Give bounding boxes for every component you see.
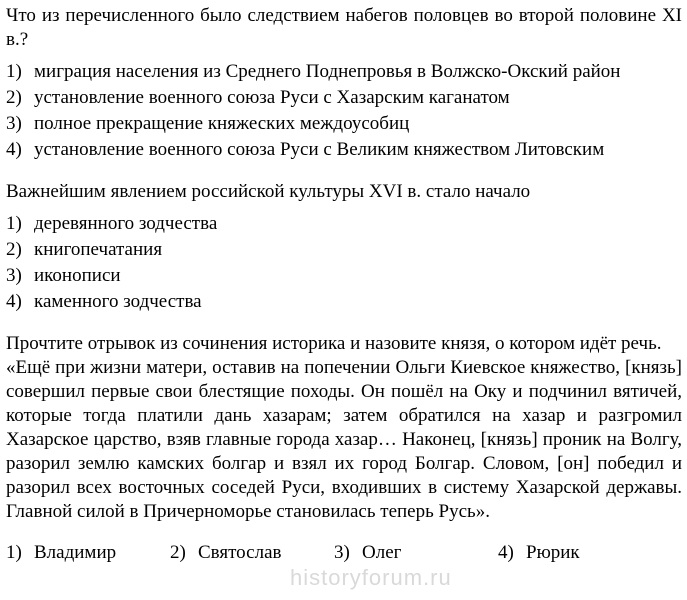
option-text: Олег (362, 542, 402, 563)
question-2-option-3 (6, 263, 682, 289)
option-text: иконописи (34, 265, 121, 286)
option-text: книгопечатания (34, 239, 163, 260)
option-text: деревянного зодчества (34, 213, 218, 234)
question-2-option-1 (6, 211, 682, 237)
option-number: 4) (6, 139, 22, 160)
option-text: Владимир (34, 542, 117, 563)
question-1-option-2 (6, 85, 682, 111)
option-number: 2) (6, 239, 22, 260)
question-3-text: Прочтите отрывок из сочинения историка и назовите князя, о котором идёт речь. (6, 333, 662, 354)
option-number: 2) (170, 542, 186, 563)
question-3-option-4 (498, 541, 662, 565)
question-3-option-3 (334, 541, 498, 565)
question-2-option-2 (6, 237, 682, 263)
question-3-quote: «Ещё при жизни матери, оставив на попечении Ольги Киевское княжество, [князь] совершил первые свои блестящие походы. Он пошёл на Оку и подчинил вятичей, которые тогда платили дань хазарам; затем обратился на хазар и разгромил Хазарское царство, взяв главные города хазар… Наконец, [князь] проник на Волгу, разорил землю камских болгар и взял их город Болгар. Словом, [он] победил и разорил всех восточных соседей Руси, входивших в систему Хазарской державы. Главной силой в Причерноморье становилась теперь Русь». (6, 357, 682, 522)
question-1-text: Что из перечисленного было следствием набегов половцев во второй половине XI в.? (6, 5, 682, 50)
question-1-options (6, 59, 682, 163)
option-number: 1) (6, 542, 22, 563)
option-number: 3) (6, 113, 22, 134)
question-3-options (6, 541, 682, 565)
option-number: 4) (6, 291, 22, 312)
option-text: миграция населения из Среднего Поднепровья в Волжско-Окский район (34, 61, 621, 82)
question-3-option-2 (170, 541, 334, 565)
watermark: historyforum.ru (290, 565, 452, 590)
option-text: установление военного союза Руси с Великим княжеством Литовским (34, 139, 605, 160)
option-text: полное прекращение княжеских междоусобиц (34, 113, 410, 134)
question-2-options (6, 211, 682, 315)
question-1-option-3 (6, 111, 682, 137)
option-number: 2) (6, 87, 22, 108)
option-number: 1) (6, 61, 22, 82)
option-number: 4) (498, 542, 514, 563)
option-number: 3) (334, 542, 350, 563)
question-1-option-4 (6, 137, 682, 163)
option-number: 1) (6, 213, 22, 234)
option-text: Рюрик (526, 542, 580, 563)
question-1-option-1 (6, 59, 682, 85)
question-3-option-1 (6, 541, 170, 565)
option-text: каменного зодчества (34, 291, 202, 312)
option-text: Святослав (198, 542, 282, 563)
question-2-text: Важнейшим явлением российской культуры XVI в. стало начало (6, 181, 531, 202)
option-text: установление военного союза Руси с Хазарским каганатом (34, 87, 510, 108)
document-page (6, 0, 682, 565)
question-2-option-4 (6, 289, 682, 315)
option-number: 3) (6, 265, 22, 286)
